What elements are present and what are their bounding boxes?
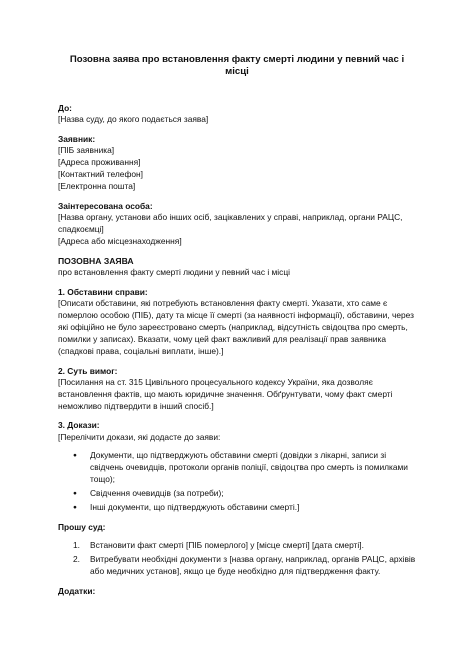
claims-essence-section bbox=[58, 366, 416, 413]
circumstances-label: 1. Обставини справи: bbox=[58, 286, 148, 297]
court-name-line: [Назва суду, до якого подається заява] bbox=[58, 114, 209, 125]
request-item-text: Встановити факт смерті [ПІБ померлого] у [місце смерті] [дата смерті]. bbox=[90, 540, 364, 551]
claim-heading-block bbox=[58, 256, 416, 279]
claims-essence-label: 2. Суть вимог: bbox=[58, 365, 118, 376]
applicant-address-line: [Адреса проживання] bbox=[58, 156, 141, 167]
document-title: Позовна заява про встановлення факту смерті людини у певний час і місці bbox=[69, 54, 405, 78]
request-item-number: 1. bbox=[73, 540, 80, 551]
claim-subtitle: про встановлення факту смерті людини у певний час і місці bbox=[58, 266, 290, 277]
addressee-block bbox=[58, 103, 416, 126]
evidence-intro: [Перелічити докази, які додасте до заяви: bbox=[58, 431, 221, 442]
evidence-item-other: ● Інші документи, що підтверджують обставини смерті.] bbox=[90, 502, 416, 514]
request-item-obtain-documents bbox=[73, 554, 416, 578]
interested-party-name-line: [Назва органу, установи або інших осіб, зацікавлених у справі, наприклад, органи РАЦС, спадкоємці] bbox=[58, 211, 403, 234]
claim-heading: ПОЗОВНА ЗАЯВА bbox=[58, 255, 134, 266]
evidence-list bbox=[58, 450, 416, 514]
request-item-establish-fact bbox=[73, 540, 416, 552]
circumstances-text: [Описати обставини, які потребують встановлення факту смерті. Указати, хто саме є померлою особою (ПІБ), дату та місце її смерті (за наявності інформації), обставини, через які офіційно не було зареєстровано смерть (наприклад, відсутність свідоцтва про смерть, помилки у записах). Вказати, чому цей факт важливий для реалізації прав заявника (спадкові права, соціальні виплати, інше).] bbox=[58, 297, 414, 356]
applicant-block bbox=[58, 134, 416, 193]
request-item-number: 2. bbox=[73, 554, 80, 565]
evidence-label: 3. Докази: bbox=[58, 420, 100, 431]
request-section bbox=[58, 522, 416, 578]
interested-party-label: Заінтересована особа: bbox=[58, 200, 153, 211]
evidence-item-witnesses: ● Свідчення очевидців (за потреби); bbox=[90, 488, 416, 500]
interested-party-address-line: [Адреса або місцезнаходження] bbox=[58, 235, 182, 246]
applicant-phone-line: [Контактний телефон] bbox=[58, 168, 143, 179]
attachments-section bbox=[58, 586, 416, 597]
attachments-label: Додатки: bbox=[58, 585, 96, 596]
request-item-text: Витребувати необхідні документи з [назва органу, наприклад, органів РАЦС, архівів або медичних установ], якщо це буде необхідно для підтвердження факту. bbox=[90, 554, 416, 576]
applicant-label: Заявник: bbox=[58, 133, 96, 144]
interested-party-block bbox=[58, 201, 416, 248]
claims-essence-text: [Посилання на ст. 315 Цивільного процесуального кодексу України, яка дозволяє встановлення фактів, що мають юридичне значення. Обґрунтувати, чому факт смерті неможливо підтвердити в інший спосіб.] bbox=[58, 376, 393, 411]
request-label: Прошу суд: bbox=[58, 522, 106, 533]
evidence-section bbox=[58, 420, 416, 514]
applicant-email-line: [Електронна пошта] bbox=[58, 180, 136, 191]
addressee-label: До: bbox=[58, 102, 72, 113]
circumstances-section bbox=[58, 287, 416, 358]
applicant-name-line: [ПІБ заявника] bbox=[58, 145, 115, 156]
evidence-item-documents: ● Документи, що підтверджують обставини смерті (довідки з лікарні, записи зі свідчень очевидців, протоколи органів поліції, свідоцтва про смерть із помилками тощо); bbox=[90, 450, 416, 486]
request-list bbox=[58, 540, 416, 578]
